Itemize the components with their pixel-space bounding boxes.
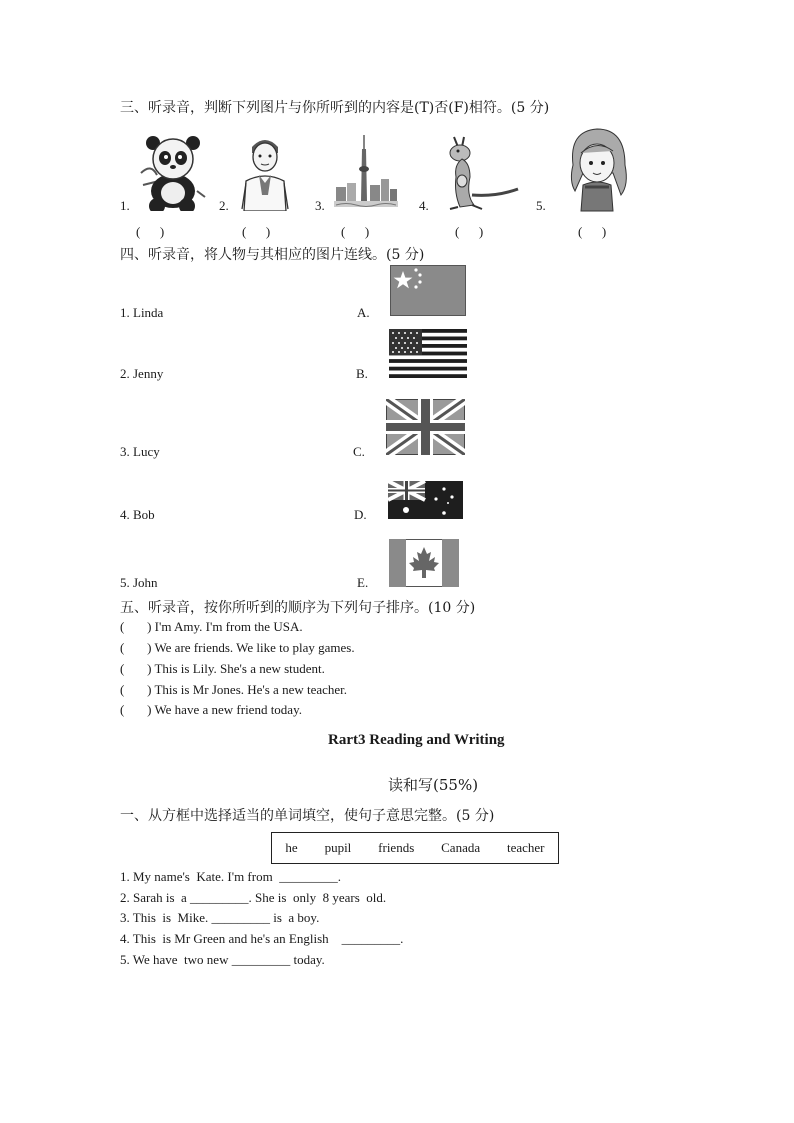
flag-letter-b: B. — [356, 366, 368, 381]
answer-paren-5[interactable]: ( ) — [578, 224, 607, 239]
order-sentence: This is Lily. She's a new student. — [154, 661, 325, 676]
order-sentence: We have a new friend today. — [154, 702, 302, 717]
section3-title: 三、听录音，判断下列图片与你所听到的内容是(T)否(F)相符。(5 分) — [120, 100, 550, 116]
city-tower-icon — [334, 135, 398, 211]
person-john: 5. John — [120, 575, 158, 590]
order-sentence: I'm Amy. I'm from the USA. — [154, 619, 303, 634]
fill-sentence-4[interactable]: 4. This is Mr Green and he's an English _________. — [120, 931, 404, 946]
flag-letter-a: A. — [357, 305, 370, 320]
order-paren[interactable]: ( ) — [120, 640, 152, 655]
item-number-3: 3. — [315, 198, 325, 213]
answer-paren-3[interactable]: ( ) — [341, 224, 370, 239]
flag-letter-d: D. — [354, 507, 367, 522]
person-linda: 1. Linda — [120, 305, 164, 320]
boy-icon — [238, 133, 292, 211]
section-r1-title: 一、从方框中选择适当的单词填空，使句子意思完整。(5 分) — [120, 808, 495, 824]
kangaroo-icon — [440, 133, 520, 211]
usa-flag-icon — [389, 329, 467, 378]
order-paren[interactable]: ( ) — [120, 619, 152, 634]
girl-icon — [563, 125, 633, 213]
part3-heading: Rart3 Reading and Writing — [328, 732, 505, 748]
australia-flag-icon — [388, 481, 463, 519]
part3-subheading: 读和写(55%) — [388, 776, 479, 794]
person-bob: 4. Bob — [120, 507, 155, 522]
section5-title: 五、听录音，按你所听到的顺序为下列句子排序。(10 分) — [120, 600, 476, 616]
word-bank-box — [271, 832, 559, 864]
word-bank-item: teacher — [506, 840, 545, 855]
order-row-1 — [120, 619, 303, 635]
item-number-2: 2. — [219, 198, 229, 213]
order-paren[interactable]: ( ) — [120, 682, 152, 697]
answer-paren-4[interactable]: ( ) — [455, 224, 484, 239]
person-lucy: 3. Lucy — [120, 444, 160, 459]
item-number-1: 1. — [120, 198, 130, 213]
word-bank-item: pupil — [324, 840, 352, 855]
item-number-5: 5. — [536, 198, 546, 213]
flag-letter-c: C. — [353, 444, 365, 459]
canada-flag-icon — [389, 539, 459, 587]
word-bank-item: friends — [378, 840, 415, 855]
panda-icon — [137, 133, 207, 211]
flag-letter-e: E. — [357, 575, 369, 590]
order-row-2 — [120, 640, 355, 656]
answer-paren-2[interactable]: ( ) — [242, 224, 271, 239]
word-bank-item: he — [285, 840, 298, 855]
order-row-3 — [120, 661, 325, 677]
china-flag-icon — [390, 265, 466, 316]
order-row-5 — [120, 702, 302, 718]
person-jenny: 2. Jenny — [120, 366, 164, 381]
item-number-4: 4. — [419, 198, 429, 213]
section4-title: 四、听录音，将人物与其相应的图片连线。(5 分) — [120, 247, 425, 263]
order-row-4 — [120, 682, 347, 698]
order-paren[interactable]: ( ) — [120, 702, 152, 717]
word-bank-item: Canada — [441, 840, 481, 855]
answer-paren-1[interactable]: ( ) — [136, 224, 165, 239]
fill-sentence-1[interactable]: 1. My name's Kate. I'm from _________. — [120, 869, 341, 884]
order-sentence: We are friends. We like to play games. — [154, 640, 355, 655]
fill-sentence-5[interactable]: 5. We have two new _________ today. — [120, 952, 325, 967]
order-sentence: This is Mr Jones. He's a new teacher. — [154, 682, 348, 697]
order-paren[interactable]: ( ) — [120, 661, 152, 676]
uk-flag-icon — [386, 399, 465, 455]
fill-sentence-2[interactable]: 2. Sarah is a _________. She is only 8 years old. — [120, 890, 387, 905]
fill-sentence-3[interactable]: 3. This is Mike. _________ is a boy. — [120, 910, 320, 925]
